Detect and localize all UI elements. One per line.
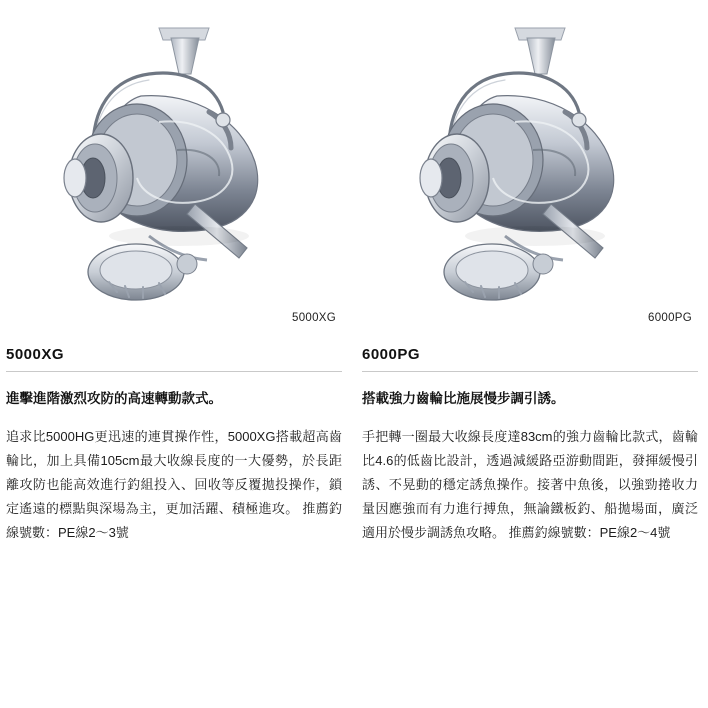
reel-image-5000xg	[6, 0, 342, 320]
spinning-reel-illustration	[365, 0, 695, 310]
spinning-reel-illustration	[9, 0, 339, 310]
title-divider	[6, 371, 342, 372]
product-column-right	[354, 0, 708, 545]
product-column-left	[0, 0, 354, 545]
model-lead-6000pg: 搭載強力齒輪比施展慢步調引誘。	[362, 391, 565, 406]
model-description-5000xg: 追求比5000HG更迅速的連貫操作性，5000XG搭載超高齒輪比，加上具備105cm最大收線長度的一大優勢，於長距離攻防也能高效進行釣組投入、回收等反覆拋投操作，鎖定遙遠的標點與深場為主，更加活躍、積極進攻。 推薦釣線號數：PE線2～3號	[6, 428, 342, 541]
model-title-5000xg: 5000XG	[6, 346, 65, 363]
title-divider	[362, 371, 698, 372]
reel-caption-5000xg: 5000XG	[292, 312, 336, 324]
model-description-6000pg: 手把轉一圈最大收線長度達83cm的強力齒輪比款式，齒輪比4.6的低齒比設計，透過減緩路亞游動間距，發揮緩慢引誘、不晃動的穩定誘魚操作。接著中魚後，以強勁捲收力量因應強而有力進行搏魚，無論鐵板釣、船拋場面，廣泛適用於慢步調誘魚攻略。 推薦釣線號數：PE線2～4號	[362, 428, 698, 541]
model-lead-5000xg: 進擊進階激烈攻防的高速轉動款式。	[6, 391, 222, 406]
model-title-6000pg: 6000PG	[362, 346, 421, 363]
reel-caption-6000pg: 6000PG	[648, 312, 692, 324]
reel-image-6000pg	[362, 0, 698, 320]
